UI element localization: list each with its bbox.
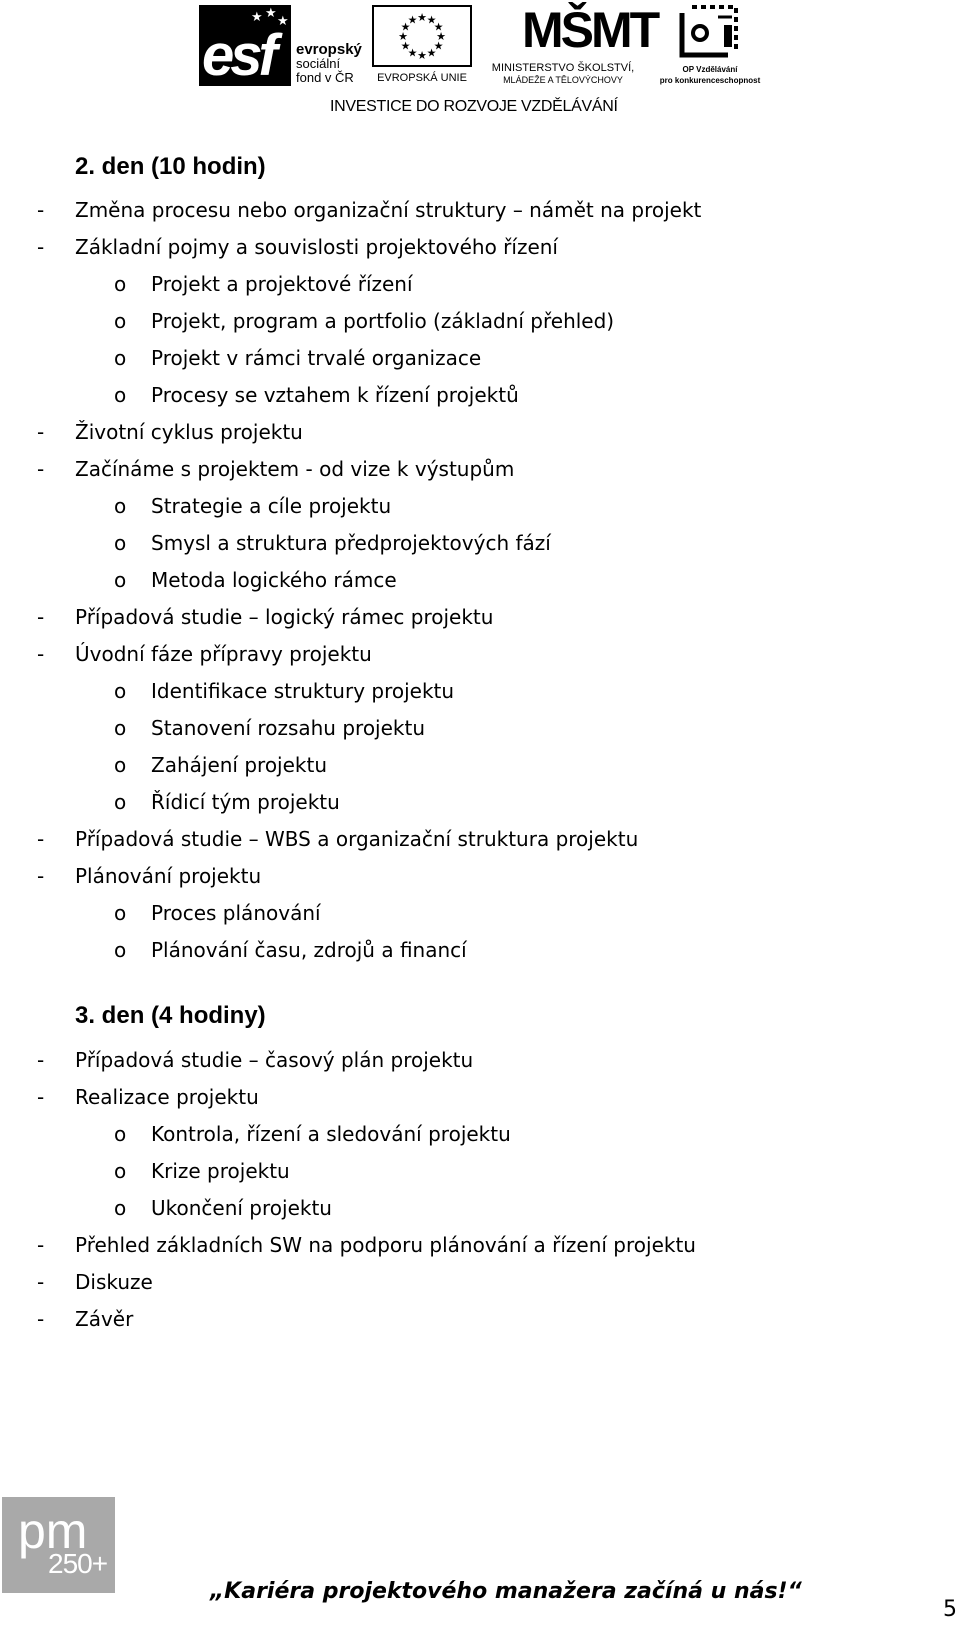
dash-bullet: - — [37, 1233, 45, 1257]
section-heading-day2: 2. den (10 hodin) — [75, 153, 266, 180]
list-item-text: Projekt, program a portfolio (základní přehled) — [151, 309, 615, 333]
pm-logo-main: pm — [18, 1503, 88, 1559]
circle-bullet: o — [114, 309, 127, 333]
pm-logo-sub: 250+ — [48, 1548, 108, 1579]
list-item-text: Řídicí tým projektu — [151, 790, 340, 814]
msmt-logo-line1: MINISTERSTVO ŠKOLSTVÍ, — [491, 62, 635, 74]
circle-bullet: o — [114, 383, 127, 407]
eu-logo — [372, 5, 472, 86]
dash-bullet: - — [37, 605, 45, 629]
list-item-text: Smysl a struktura předprojektových fází — [151, 531, 551, 555]
list-item-text: Proces plánování — [151, 901, 321, 925]
eu-star-icon: ★ — [433, 39, 444, 53]
list-item-text: Diskuze — [75, 1270, 153, 1294]
star-icon: ★ — [277, 14, 289, 29]
circle-bullet: o — [114, 1122, 127, 1146]
dash-bullet: - — [37, 827, 45, 851]
list-item-text: Krize projektu — [151, 1159, 290, 1183]
list-item-text: Přehled základních SW na podporu plánování a řízení projektu — [75, 1233, 696, 1257]
circle-bullet: o — [114, 716, 127, 740]
dash-bullet: - — [37, 864, 45, 888]
circle-bullet: o — [114, 679, 127, 703]
investice-tagline: INVESTICE DO ROZVOJE VZDĚLÁVÁNÍ — [330, 98, 618, 115]
list-item-text: Realizace projektu — [75, 1085, 259, 1109]
dash-bullet: - — [37, 642, 45, 666]
eu-star-icon: ★ — [417, 11, 427, 24]
msmt-logo-line2: MLÁDEŽE A TĚLOVÝCHOVY — [503, 75, 623, 85]
list-item-text: Procesy se vztahem k řízení projektů — [151, 383, 519, 407]
star-icon: ★ — [251, 10, 263, 25]
dash-bullet: - — [37, 1085, 45, 1109]
esf-logo-block — [199, 5, 291, 86]
circle-bullet: o — [114, 790, 127, 814]
list-item-text: Životní cyklus projektu — [75, 420, 303, 444]
list-item-text: Začínáme s projektem - od vize k výstupům — [75, 457, 515, 481]
op-logo — [655, 3, 765, 87]
list-item-text: Zahájení projektu — [151, 753, 328, 777]
section-heading-day3: 3. den (4 hodiny) — [75, 1002, 266, 1029]
circle-bullet: o — [114, 938, 127, 962]
op-logo-line2: pro konkurenceschopnost — [659, 76, 761, 85]
eu-logo-label: EVROPSKÁ UNIE — [377, 72, 467, 84]
list-item-text: Závěr — [75, 1307, 134, 1331]
circle-bullet: o — [114, 494, 127, 518]
list-item-text: Úvodní fáze přípravy projektu — [75, 642, 372, 666]
dash-bullet: - — [37, 1270, 45, 1294]
esf-logo — [199, 5, 362, 88]
eu-star-icon: ★ — [400, 20, 411, 34]
list-item-text: Případová studie – logický rámec projektu — [75, 605, 494, 629]
list-item-text: Strategie a cíle projektu — [151, 494, 392, 518]
eu-star-icon: ★ — [400, 39, 411, 53]
list-item-text: Plánování projektu — [75, 864, 262, 888]
dash-bullet: - — [37, 198, 45, 222]
page-number: 5 — [943, 1597, 957, 1622]
list-item-text: Změna procesu nebo organizační struktury – námět na projekt — [75, 198, 702, 222]
circle-bullet: o — [114, 272, 127, 296]
circle-bullet: o — [114, 346, 127, 370]
footer-slogan: „Kariéra projektového manažera začíná u nás!“ — [210, 1579, 802, 1604]
circle-bullet: o — [114, 1196, 127, 1220]
circle-bullet: o — [114, 1159, 127, 1183]
eu-star-icon: ★ — [398, 30, 408, 43]
dash-bullet: - — [37, 1307, 45, 1331]
esf-logo-word: esf — [202, 23, 274, 88]
dash-bullet: - — [37, 1048, 45, 1072]
esf-logo-line3: fond v ČR — [296, 70, 354, 85]
list-item-text: Plánování času, zdrojů a financí — [151, 938, 467, 962]
list-item-text: Případová studie – časový plán projektu — [75, 1048, 474, 1072]
circle-bullet: o — [114, 753, 127, 777]
dash-bullet: - — [37, 457, 45, 481]
list-item-text: Stanovení rozsahu projektu — [151, 716, 426, 740]
list-item-text: Identifikace struktury projektu — [151, 679, 455, 703]
eu-star-icon: ★ — [433, 20, 444, 34]
list-item-text: Kontrola, řízení a sledování projektu — [151, 1122, 511, 1146]
circle-bullet: o — [114, 901, 127, 925]
list-item-text: Projekt v rámci trvalé organizace — [151, 346, 482, 370]
dash-bullet: - — [37, 420, 45, 444]
eu-flag-icon — [372, 5, 472, 67]
esf-logo-line1: evropský — [296, 41, 362, 58]
list-item-text: Případová studie – WBS a organizační struktura projektu — [75, 827, 639, 851]
circle-bullet: o — [114, 531, 127, 555]
list-item-text: Ukončení projektu — [151, 1196, 332, 1220]
eu-star-icon: ★ — [407, 13, 418, 27]
eu-star-icon: ★ — [436, 30, 446, 43]
star-icon: ★ — [265, 6, 277, 21]
list-item-text: Základní pojmy a souvislosti projektového řízení — [75, 235, 558, 259]
msmt-logo — [478, 2, 658, 86]
dash-bullet: - — [37, 235, 45, 259]
circle-bullet: o — [114, 568, 127, 592]
op-logo-line1: OP Vzdělávání — [682, 65, 738, 74]
list-item-text: Projekt a projektové řízení — [151, 272, 413, 296]
op-logo-mark-icon — [678, 3, 740, 59]
logo-bar — [0, 0, 960, 125]
eu-star-icon: ★ — [417, 49, 427, 62]
esf-logo-line2: sociální — [296, 56, 341, 71]
eu-star-icon: ★ — [407, 46, 418, 60]
pm-250-logo — [2, 1497, 115, 1593]
list-item-text: Metoda logického rámce — [151, 568, 397, 592]
msmt-logo-mark: MŠMT — [522, 2, 658, 58]
esf-logo-text — [296, 43, 362, 85]
eu-star-icon: ★ — [426, 13, 437, 27]
eu-star-icon: ★ — [426, 46, 437, 60]
